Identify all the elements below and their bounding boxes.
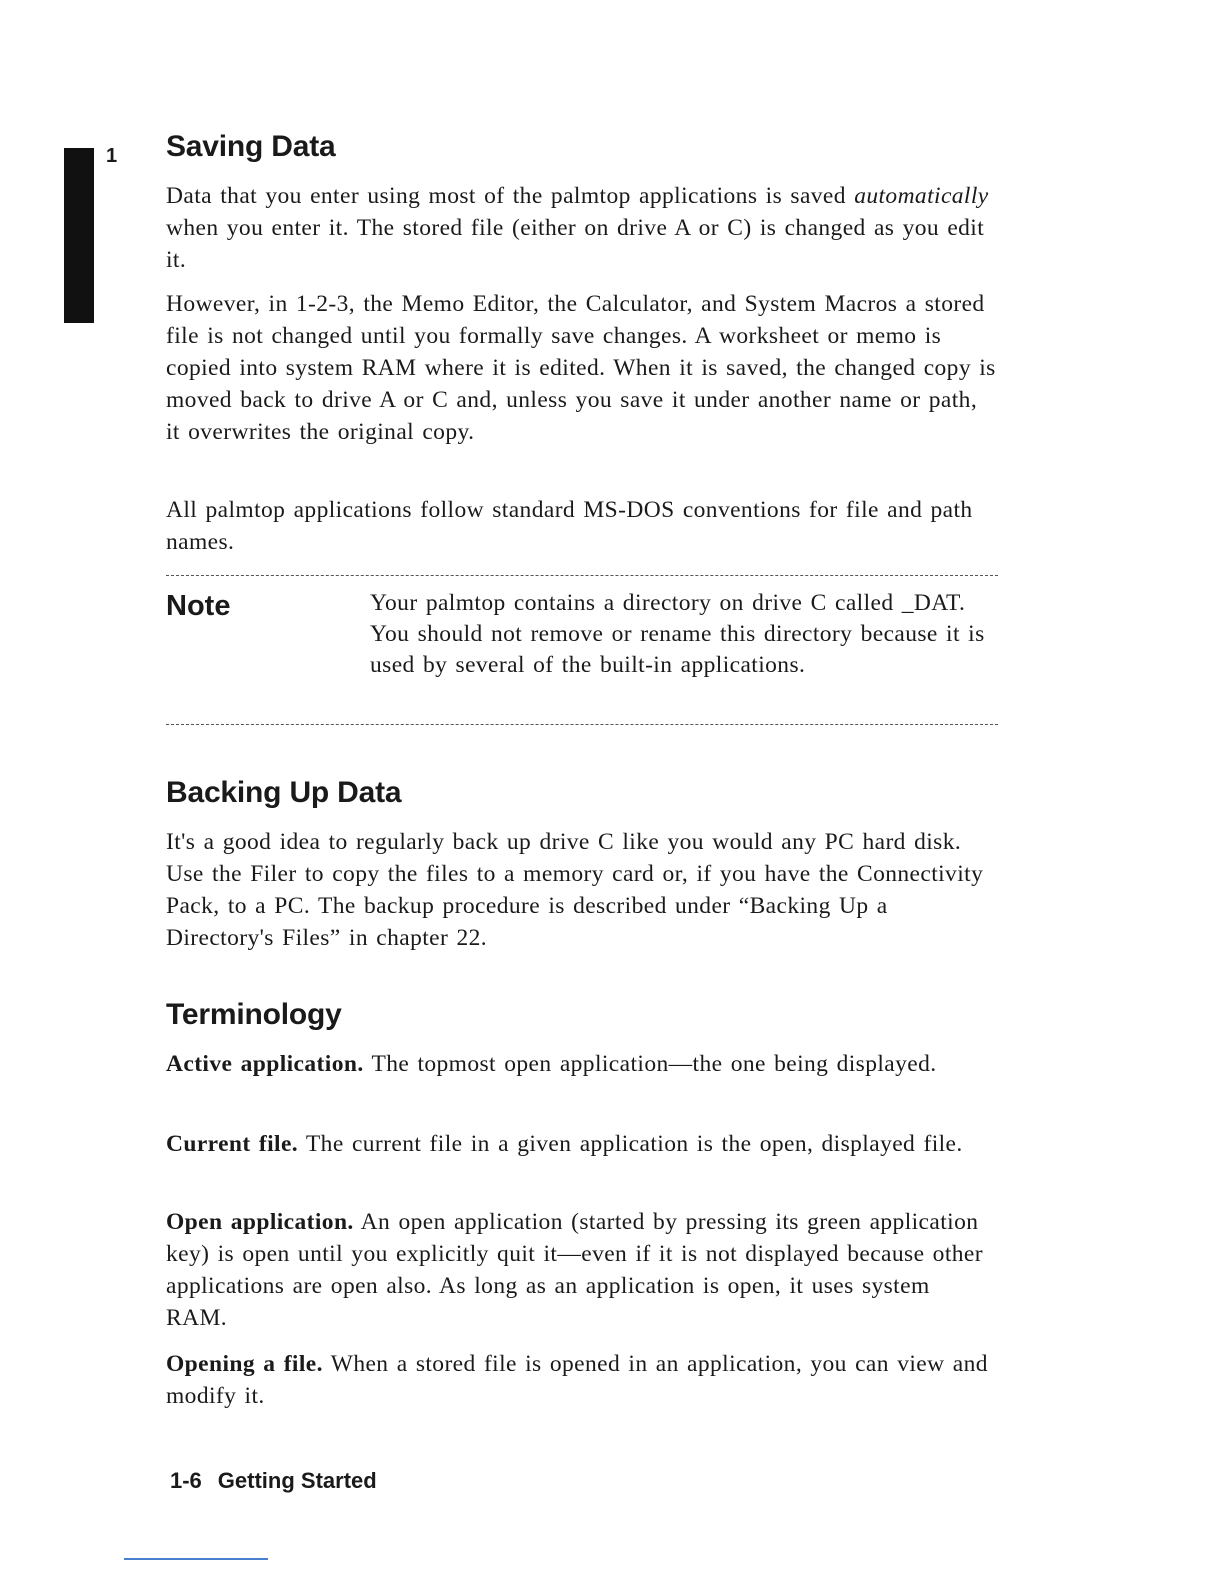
term-name: Current file. bbox=[166, 1131, 299, 1157]
chapter-number: 1 bbox=[106, 145, 118, 167]
chapter-tab-marker bbox=[64, 148, 94, 323]
term-name: Opening a file. bbox=[166, 1351, 323, 1377]
page-footer bbox=[170, 1468, 377, 1494]
bottom-edge-line bbox=[124, 1558, 268, 1560]
terminology-heading: Terminology bbox=[166, 998, 342, 1031]
saving-paragraph-3: All palmtop applications follow standard MS-DOS conventions for file and path names. bbox=[166, 497, 973, 555]
saving-p1-before: Data that you enter using most of the palmtop applications is saved bbox=[166, 183, 855, 209]
saving-paragraph-1 bbox=[166, 180, 996, 276]
saving-p1-after: when you enter it. The stored file (either on drive A or C) is changed as you edit it. bbox=[166, 215, 985, 273]
term-definition: The current file in a given application is the open, displayed file. bbox=[298, 1131, 963, 1157]
footer-chapter-title: Getting Started bbox=[217, 1468, 377, 1493]
term-definition: The topmost open application—the one being displayed. bbox=[363, 1051, 937, 1077]
term-open-application bbox=[166, 1206, 996, 1334]
term-definition: An open application (started by pressing its green application key) is open until you explicitly quit it—even if it is not displayed because other applications are open also. As long as an application is open, it uses system RAM. bbox=[166, 1209, 983, 1331]
term-definition: When a stored file is opened in an application, you can view and modify it. bbox=[166, 1351, 988, 1409]
saving-p1-emphasis: automatically bbox=[854, 183, 989, 209]
note-top-rule bbox=[166, 575, 998, 576]
backing-up-heading: Backing Up Data bbox=[166, 776, 402, 809]
note-bottom-rule bbox=[166, 724, 998, 725]
term-name: Active application. bbox=[166, 1051, 364, 1077]
saving-data-heading: Saving Data bbox=[166, 130, 336, 163]
term-active-application bbox=[166, 1048, 996, 1080]
term-opening-a-file bbox=[166, 1348, 996, 1412]
note-label: Note bbox=[166, 590, 231, 622]
note-text: Your palmtop contains a directory on drive C called _DAT. You should not remove or rename this directory because it is used by several of the built-in applications. bbox=[370, 590, 985, 678]
footer-page-number: 1-6 bbox=[170, 1468, 202, 1493]
term-name: Open application. bbox=[166, 1209, 354, 1235]
term-current-file bbox=[166, 1128, 996, 1160]
backup-paragraph: It's a good idea to regularly back up drive C like you would any PC hard disk. Use the Filer to copy the files to a memory card or, if you have the Connectivity Pack, to a PC. The backup procedure is described under “Backing Up a Directory's Files” in chapter 22. bbox=[166, 829, 984, 951]
saving-paragraph-2: However, in 1-2-3, the Memo Editor, the Calculator, and System Macros a stored file is not changed until you formally save changes. A worksheet or memo is copied into system RAM where it is edited. When it is saved, the changed copy is moved back to drive A or C and, unless you save it under another name or path, it overwrites the original copy. bbox=[166, 291, 996, 445]
